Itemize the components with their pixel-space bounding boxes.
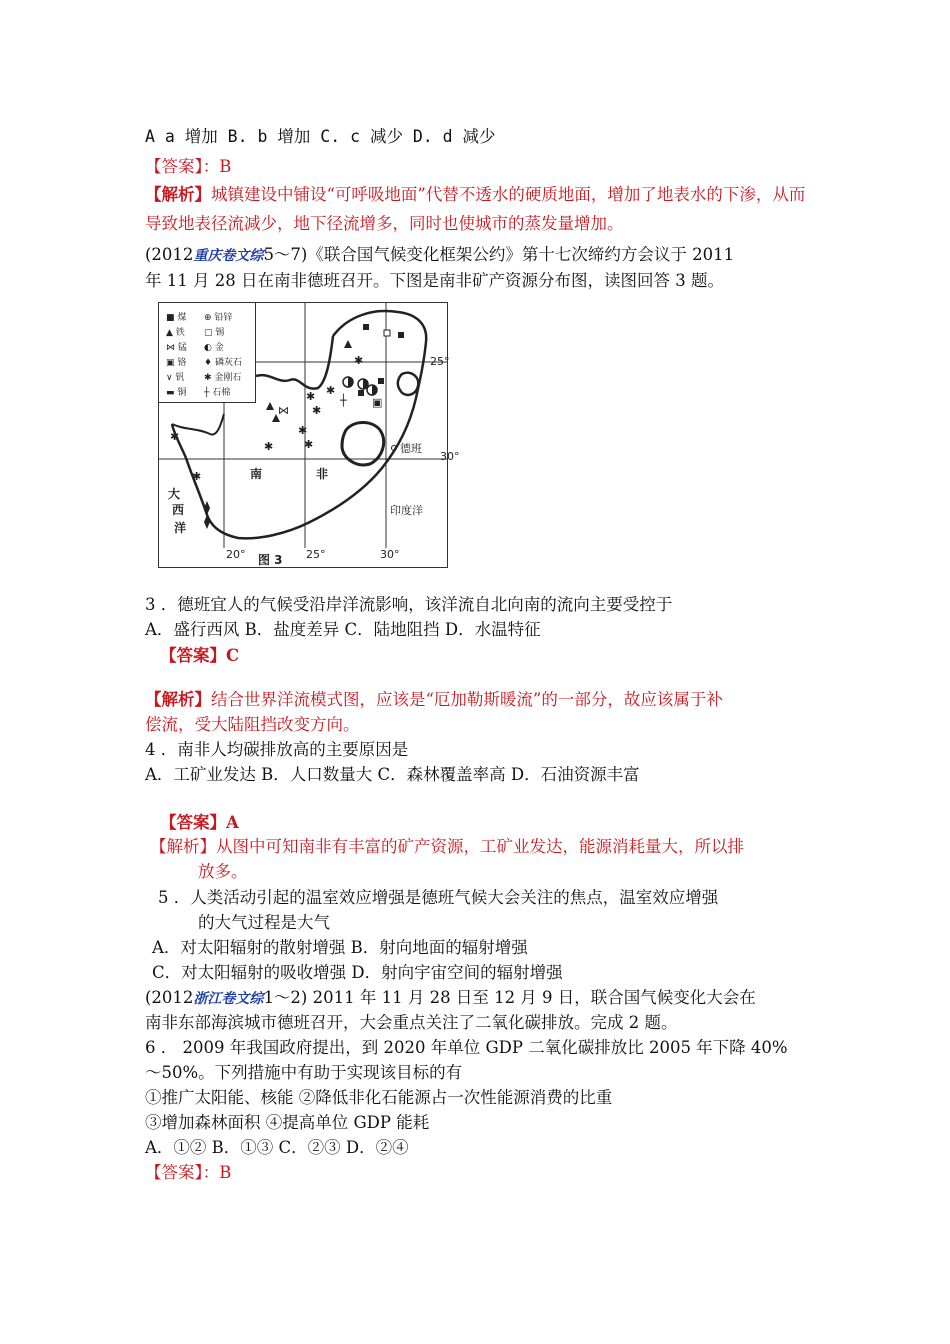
asbestos-symbol: ┼ — [340, 394, 347, 407]
lon-30-label: 30° — [380, 548, 400, 561]
intro2-line2: 南非东部海滨城市德班召开，大会重点关注了二氧化碳排放。完成 2 题。 — [145, 1013, 678, 1032]
chrome-symbol: ▣ — [372, 396, 383, 409]
legend-item — [204, 310, 232, 323]
legend-symbol: ✱ — [204, 373, 215, 383]
q3-answer — [160, 645, 239, 667]
q4-analysis-text1: 从图中可知南非有丰富的矿产资源，工矿业发达，能源消耗量大，所以排 — [216, 837, 744, 856]
q6-stem-line1: 6 ． 2009 年我国政府提出，到 2020 年单位 GDP 二氧化碳排放比 2005 年下降 40% — [145, 1038, 788, 1057]
south-label: 南 — [250, 467, 263, 481]
q2-options: A a 增加 B. b 增加 C. c 减少 D. d 减少 — [145, 127, 496, 146]
intro1-line2: 年 11 月 28 日在南非德班召开。下图是南非矿产资源分布图，读图回答 3 题。 — [145, 271, 724, 290]
diamond-symbol: ✱ — [354, 354, 364, 367]
legend-symbol: ▢ — [204, 328, 216, 338]
diamond-symbol: ✱ — [170, 430, 180, 443]
legend-name: 铁 — [175, 328, 185, 338]
legend-item — [166, 370, 184, 383]
legend-name: 锰 — [177, 343, 187, 353]
legend-symbol: ⋈ — [166, 343, 178, 353]
q2-analysis-tag: 【解析】 — [145, 185, 211, 204]
q6-options: A．①② B．①③ C．②③ D．②④ — [145, 1138, 409, 1157]
q2-answer — [145, 156, 231, 178]
lon-25-label: 25° — [306, 548, 326, 561]
intro1-source: 重庆卷文综 — [193, 248, 264, 264]
ocean-yang-label: 洋 — [174, 521, 187, 535]
legend-name: 石棉 — [212, 388, 231, 398]
q4-answer — [160, 812, 239, 834]
q3-answer-value: C — [226, 646, 240, 665]
lat-25-label: 25° — [430, 355, 450, 368]
ocean-da-label: 大 — [168, 487, 181, 501]
coal-symbol — [363, 324, 369, 330]
q2-answer-tag: 【答案】 — [145, 157, 203, 176]
q5-stem-line1: 5 ．人类活动引起的温室效应增强是德班气候大会关注的焦点，温室效应增强 — [158, 888, 719, 907]
legend-item — [204, 340, 224, 353]
q4-analysis-tag: 【解析】 — [150, 837, 216, 856]
legend-name: 煤 — [177, 313, 187, 323]
legend-name: 铬 — [177, 358, 187, 368]
lat-30-label: 30° — [440, 450, 460, 463]
coal-symbol — [398, 332, 404, 338]
legend-symbol: ▲ — [166, 328, 176, 338]
q6-item-line1: ①推广太阳能、核能 ②降低非化石能源占一次性能源消费的比重 — [145, 1088, 613, 1107]
q3-analysis-tag: 【解析】 — [145, 690, 211, 709]
q2-answer-value: ：B — [202, 157, 232, 176]
africa-label: 非 — [316, 467, 329, 481]
south-africa-mineral-map — [158, 302, 460, 568]
q6-answer-value: ：B — [202, 1163, 232, 1182]
q2-analysis-text1: 城镇建设中铺设“可呼吸地面”代替不透水的硬质地面，增加了地表水的下渗，从而 — [211, 185, 806, 204]
q4-stem: 4 ．南非人均碳排放高的主要原因是 — [145, 740, 409, 759]
diamond-symbol: ✱ — [192, 470, 202, 483]
legend-symbol: ▣ — [166, 358, 178, 368]
legend-name: 铜 — [177, 388, 187, 398]
diamond-symbol: ✱ — [326, 384, 336, 397]
q6-item-line2: ③增加森林面积 ④提高单位 GDP 能耗 — [145, 1113, 430, 1132]
ocean-xi-label: 西 — [172, 503, 185, 517]
q3-answer-tag: 【答案】 — [160, 646, 226, 665]
q6-answer — [145, 1162, 231, 1184]
intro1-rest: 5～7)《联合国气候变化框架公约》第十七次缔约方会议于 2011 — [263, 245, 735, 264]
q2-analysis-line1 — [145, 184, 805, 206]
legend-name: 金刚石 — [214, 373, 242, 383]
manganese-symbol: ⋈ — [278, 404, 289, 417]
legend-name: 铅锌 — [214, 313, 233, 323]
coal-symbol — [378, 378, 384, 384]
q3-analysis-text1: 结合世界洋流模式图，应该是“厄加勒斯暖流”的一部分，故应该属于补 — [211, 690, 723, 709]
tin-symbol — [384, 330, 390, 336]
diamond-symbol: ✱ — [312, 404, 322, 417]
q6-stem-line2: ～50%。下列措施中有助于实现该目标的有 — [145, 1063, 463, 1082]
coal-symbol — [358, 390, 364, 396]
diamond-symbol: ✱ — [264, 440, 274, 453]
legend-symbol: ┼ — [204, 388, 213, 398]
map-svg — [158, 302, 460, 568]
q6-answer-tag: 【答案】 — [145, 1163, 203, 1182]
legend-item — [204, 325, 224, 338]
legend-name: 锡 — [215, 328, 225, 338]
legend-symbol: ▬ — [166, 388, 178, 398]
legend-symbol: ∨ — [166, 373, 176, 383]
q4-analysis-line1 — [150, 836, 744, 858]
diamond-symbol: ✱ — [298, 424, 308, 437]
diamond-symbol: ✱ — [304, 438, 314, 451]
q5-options-line2: C．对太阳辐射的吸收增强 D．射向宇宙空间的辐射增强 — [152, 963, 563, 982]
figure-label: 图 3 — [258, 553, 283, 567]
legend-symbol: ♦ — [204, 358, 215, 368]
q4-answer-tag: 【答案】 — [160, 813, 226, 832]
q3-analysis-line2: 偿流，受大陆阻挡改变方向。 — [145, 715, 360, 734]
intro1-line1 — [145, 244, 734, 267]
legend-item — [166, 325, 185, 338]
legend-item — [166, 310, 186, 323]
intro2-prefix: (2012 — [145, 988, 194, 1007]
q4-answer-value: A — [226, 813, 239, 832]
city-label: 德班 — [400, 442, 422, 455]
legend-name: 钒 — [175, 373, 185, 383]
legend-item — [204, 370, 241, 383]
q4-options: A．工矿业发达 B．人口数量大 C．森林覆盖率高 D．石油资源丰富 — [145, 765, 640, 784]
q4-analysis-line2: 放多。 — [198, 862, 248, 881]
intro2-line1 — [145, 987, 756, 1010]
intro1-prefix: (2012 — [145, 245, 194, 264]
legend-item — [204, 385, 230, 398]
legend-symbol: ◐ — [204, 343, 215, 353]
legend-item — [204, 355, 242, 368]
q3-stem: 3 ．德班宜人的气候受沿岸洋流影响，该洋流自北向南的流向主要受控于 — [145, 595, 673, 614]
legend-item — [166, 355, 186, 368]
q5-stem-line2: 的大气过程是大气 — [198, 913, 330, 932]
q3-analysis-line1 — [145, 689, 723, 711]
legend-symbol: ⊕ — [204, 313, 215, 323]
q2-analysis-line2: 导致地表径流减少，地下径流增多，同时也使城市的蒸发量增加。 — [145, 214, 624, 233]
legend-name: 金 — [214, 343, 224, 353]
legend-name: 磷灰石 — [214, 358, 242, 368]
legend-symbol: ■ — [166, 313, 178, 323]
lon-20-label: 20° — [226, 548, 246, 561]
q5-options-line1: A．对太阳辐射的散射增强 B．射向地面的辐射增强 — [152, 938, 528, 957]
intro2-source: 浙江卷文综 — [193, 991, 264, 1007]
diamond-symbol: ✱ — [306, 390, 316, 403]
legend-item — [166, 385, 186, 398]
indian-ocean-label: 印度洋 — [390, 504, 423, 517]
legend-item — [166, 340, 187, 353]
q3-options: A．盛行西风 B．盐度差异 C．陆地阻挡 D．水温特征 — [145, 620, 541, 639]
intro2-rest: 1～2) 2011 年 11 月 28 日至 12 月 9 日，联合国气候变化大会在 — [263, 988, 756, 1007]
